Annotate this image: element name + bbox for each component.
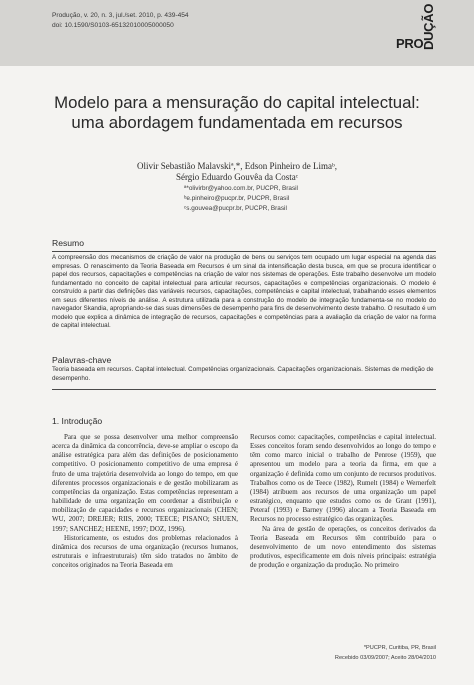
author-email-3[interactable]: ᶜs.gouvea@pucpr.br, PUCPR, Brasil bbox=[184, 205, 287, 212]
abstract-heading: Resumo bbox=[52, 238, 84, 248]
abstract-rule bbox=[52, 251, 436, 252]
footer-dates: Recebido 03/09/2007; Aceito 28/04/2010 bbox=[334, 655, 436, 661]
keywords-rule bbox=[52, 389, 436, 390]
footer-affiliation: *PUCPR, Curitiba, PR, Brasil bbox=[363, 645, 436, 651]
left-paragraph-2: Historicamente, os estudos dos problemas relacionados à dinâmica dos recursos de uma organização (recursos humanos, estruturais e infraestruturais) têm sido tratados no âmbito de conceitos originados na Teoria Baseada em bbox=[52, 533, 238, 570]
abstract-paragraph: A compreensão dos mecanismos de criação de valor na produção de bens ou serviços tem ocupado um lugar especial na agenda das empresas. O renascimento da Teoria Baseada em Recursos é um sinal da intensificação desta busca, em que se procura identificar o papel dos recursos, capacitações e competências na criação de valor nos sistemas de operações. Este trabalho desenvolve um modelo fundamentado no conceito de capital intelectual para articular recursos, capacitações e competências organizacionais. O modelo é construído a partir das definições das variáveis recursos, capacitações, competências e capital intelectual, trabalhando esses elementos em seus diferentes níveis de análise. A estrutura utilizada para a construção do modelo de integração fundamenta-se no modelo do navegador Skandia, apropriando-se das suas dimensões de desempenho para fins de desenvolvimento deste trabalho. O resultado é um modelo que explica a dinâmica de integração de recursos, capacitações e competências para a avaliação da criação de valor na forma de capital intelectual. bbox=[52, 254, 436, 329]
left-paragraph-1: Para que se possa desenvolver uma melhor compreensão acerca da dinâmica da concorrência, deve-se ampliar o escopo da análise estratégica para além das definições de posicionamento competitivo. O posicionamento competitivo de uma empresa é fruto de uma trajetória desenvolvida ao longo do tempo, em que diferentes processos organizacionais e de gestão mobilizaram as competências da organização. Estas competências representam a habilidade de uma organização em coordenar a distribuição e mobilização de capacidades e recursos organizacionais (CHEN; WU, 2007; DREJER; RIIS, 2000; TEECE; PISANO; SHUEN, 1997; SANCHEZ; HEENE, 1997; DOZ, 1996). bbox=[52, 433, 238, 533]
journal-header bbox=[0, 0, 474, 66]
citation-line: Produção, v. 20, n. 3, jul./set. 2010, p. 439-454 bbox=[52, 12, 189, 19]
authors-line-2: Sérgio Eduardo Gouvêa da Costaᶜ bbox=[175, 172, 299, 182]
right-paragraph-2: Na área de gestão de operações, os conceitos derivados da Teoria Baseada em Recursos têm contribuído para o desenvolvimento de um novo entendimento dos sistemas produtivos, especificamente em dois níveis principais: estratégia de produção e organização da produção. No primeiro bbox=[250, 524, 436, 570]
author-email-1[interactable]: ª*olivirbr@yahoo.com.br, PUCPR, Brasil bbox=[184, 185, 298, 192]
intro-heading: 1. Introdução bbox=[52, 416, 103, 426]
left-column bbox=[52, 433, 238, 570]
abstract-text bbox=[52, 254, 436, 331]
logo-pro-text: PRO bbox=[396, 36, 424, 51]
author-email-2[interactable]: ᵇe.pinheiro@pucpr.br, PUCPR, Brasil bbox=[184, 195, 290, 202]
paper-title-line-2: uma abordagem fundamentada em recursos bbox=[71, 113, 403, 132]
logo-ducao-text: DUÇÃO bbox=[421, 3, 436, 50]
authors-line-1: Olivir Sebastião Malavskiª,*, Edson Pinheiro de Limaᵇ, bbox=[137, 161, 337, 171]
journal-logo bbox=[396, 3, 436, 60]
paper-title-line-1: Modelo para a mensuração do capital intelectual: bbox=[54, 93, 420, 112]
keywords-heading: Palavras-chave bbox=[52, 355, 112, 365]
right-column bbox=[250, 433, 436, 570]
doi-line[interactable]: doi: 10.1590/S0103-65132010005000050 bbox=[52, 22, 174, 29]
right-paragraph-1: Recursos como: capacitações, competências e capital intelectual. Esses conceitos foram sendo desenvolvidos ao longo do tempo e têm como marco inicial o trabalho de Penrose (1959), que apresentou um modelo para a teoria da firma, em que a organização é definida como um conjunto de recursos produtivos. Trabalhos como os de Teece (1982), Rumelt (1984) e Wernerfelt (1984) atribuem aos recursos de uma organização um papel estratégico, enquanto que estudos como os de Grant (1991), Peteraf (1993) e Barney (1996) alocam a Teoria Baseada em Recursos no processo estratégico das organizações. bbox=[250, 433, 436, 524]
keywords-text: Teoria baseada em recursos. Capital intelectual. Competências organizacionais. Capacitações organizacionais. Sistemas de medição de desempenho. bbox=[52, 366, 434, 382]
